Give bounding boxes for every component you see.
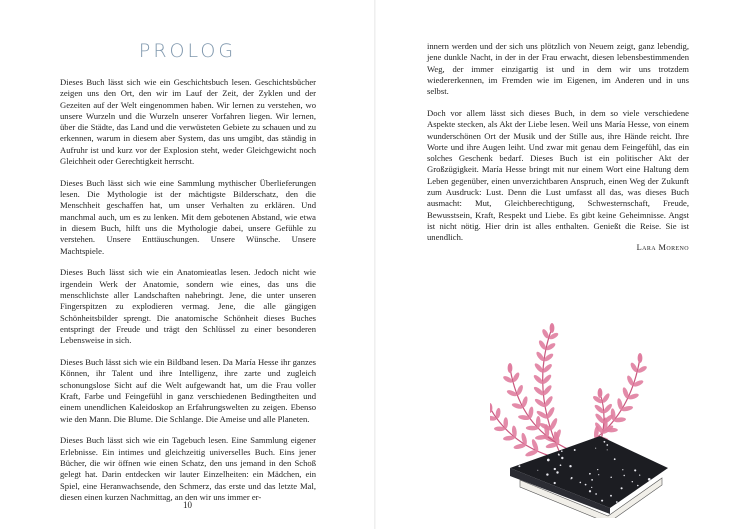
page-number: 10 xyxy=(183,500,192,510)
paragraph: Dieses Buch lässt sich wie eine Sammlung mythischer Überlieferungen lesen. Die Mythologie ist der mächtigste Bilderschatz, den die Menschheit geschaffen hat, um unser Verhalten zu erklären. Und manchmal auch, um es zu lenken. Mit dem gebotenen Abstand, wie etwa in diesem Buch, hilft uns die Mythologie dabei, unsere Gefühle zu verstehen. Unsere Enttäuschungen. Unsere Wünsche. Unsere Machtspiele. xyxy=(60,177,316,256)
paragraph: Dieses Buch lässt sich wie ein Anatomieatlas lesen. Jedoch nicht wie irgendein Werk der Anatomie, sondern wie eines, das uns die menschlichste aller Landschaften nahebringt. Jene, die unter unseren Fingerspitzen zu explodieren vermag. Jene, die alle gängigen Schönheitsbilder sprengt. Die anatomische Schönheit dieses Buches entspringt der Freude und trägt den Schlüssel zu einer besonderen Lebensweise in sich. xyxy=(60,267,316,346)
illustration-svg xyxy=(490,318,700,518)
book-with-plants-icon xyxy=(490,318,700,522)
chapter-title: PROLOG xyxy=(138,40,237,62)
left-text-column xyxy=(60,77,316,514)
paragraph: innern werden und der sich uns plötzlich von Neuem zeigt, ganz lebendig, jene dunkle Nacht, in der in der Frau erwacht, diesen lebensbestimmenden Weg, der immer einzigartig ist und in dem wir uns trotzdem wiedererkennen, im Fremden wie im Eigenen, im Anderen und in uns selbst. xyxy=(427,41,689,97)
right-text-column xyxy=(427,41,689,254)
paragraph: Dieses Buch lässt sich wie ein Tagebuch lesen. Eine Sammlung eigener Erlebnisse. Ein intimes und gleichzeitig universelles Buch. Eins jener Bücher, die wir öffnen wie einen Schatz, den uns jemand in den Schoß gelegt hat. Darin entdecken wir lauter Einzelheiten: ein Mädchen, ein Spiel, eine Heranwachsende, den Schmerz, das erste und das letzte Mal, diesen einen kurzen Nachmittag, an den wir uns immer er- xyxy=(60,435,316,502)
paragraph: Doch vor allem lässt sich dieses Buch, in dem so viele verschiedene Aspekte stecken, als Akt der Liebe lesen. Weil uns María Hesse, von einem wunderschönen Ort der Musik und der Stille aus, ihre Hände reicht. Ihre Worte und ihre Augen leiht. Und zwar mit genau dem Feingefühl, das ein solches Geschenk bedarf. Dieses Buch ist ein politischer Akt der Großzügigkeit. María Hesse bringt mit nur einem Wort eine Haltung dem Leben gegenüber, einen unverzichtbaren Anspruch, einen Weg der Zukunft zum Ausdruck: Lust. Denn die Lust umfasst all das, was dieses Buch ausmacht: Mut, Gleichberechtigung, Schwesternschaft, Freude, Bewusstsein, Kraft, Respekt und Liebe. Es gibt keine Geheimnisse. Angst ist nicht nötig. Hier drin ist alles enthalten. Genießt die Reise. Sie ist unendlich. xyxy=(427,107,689,243)
paragraph: Dieses Buch lässt sich wie ein Geschichtsbuch lesen. Geschichtsbücher zeigen uns den Ort, den wir im Lauf der Zeit, der Zyklen und der Gezeiten auf der Welt eingenommen haben. Wir lernen zu verstehen, wo unsere Wurzeln und die Wurzeln unserer Vorfahren liegen. Wir lernen, über die Städte, das Land und die verwüsteten Gebiete zu schauen und zu erkennen, warum in diesem aber System, das uns umgibt, das ständig in Aufruhr ist und kurz vor der Explosion steht, weder Gleichgewicht noch Gleichheit oder Gerechtigkeit herrscht. xyxy=(60,77,316,167)
book-gutter xyxy=(374,0,376,529)
book-shape xyxy=(510,436,668,518)
paragraph: Dieses Buch lässt sich wie ein Bildband lesen. Da María Hesse ihr ganzes Können, ihr Talent und ihre Intelligenz, ihre zarte und zugleich schonungslose Sicht auf die Welt aufgewandt hat, um die Frau voller Kraft, Farbe und Feingefühl in ganz verschiedenen Bedingtheiten und einem unendlichen Kaleidoskop an Erfahrungswelten zu zeigen. Ebenso wie den Mann. Die Blume. Die Schlange. Die Ameise und alle Planeten. xyxy=(60,357,316,424)
author-signature: Lara Moreno xyxy=(636,243,689,252)
